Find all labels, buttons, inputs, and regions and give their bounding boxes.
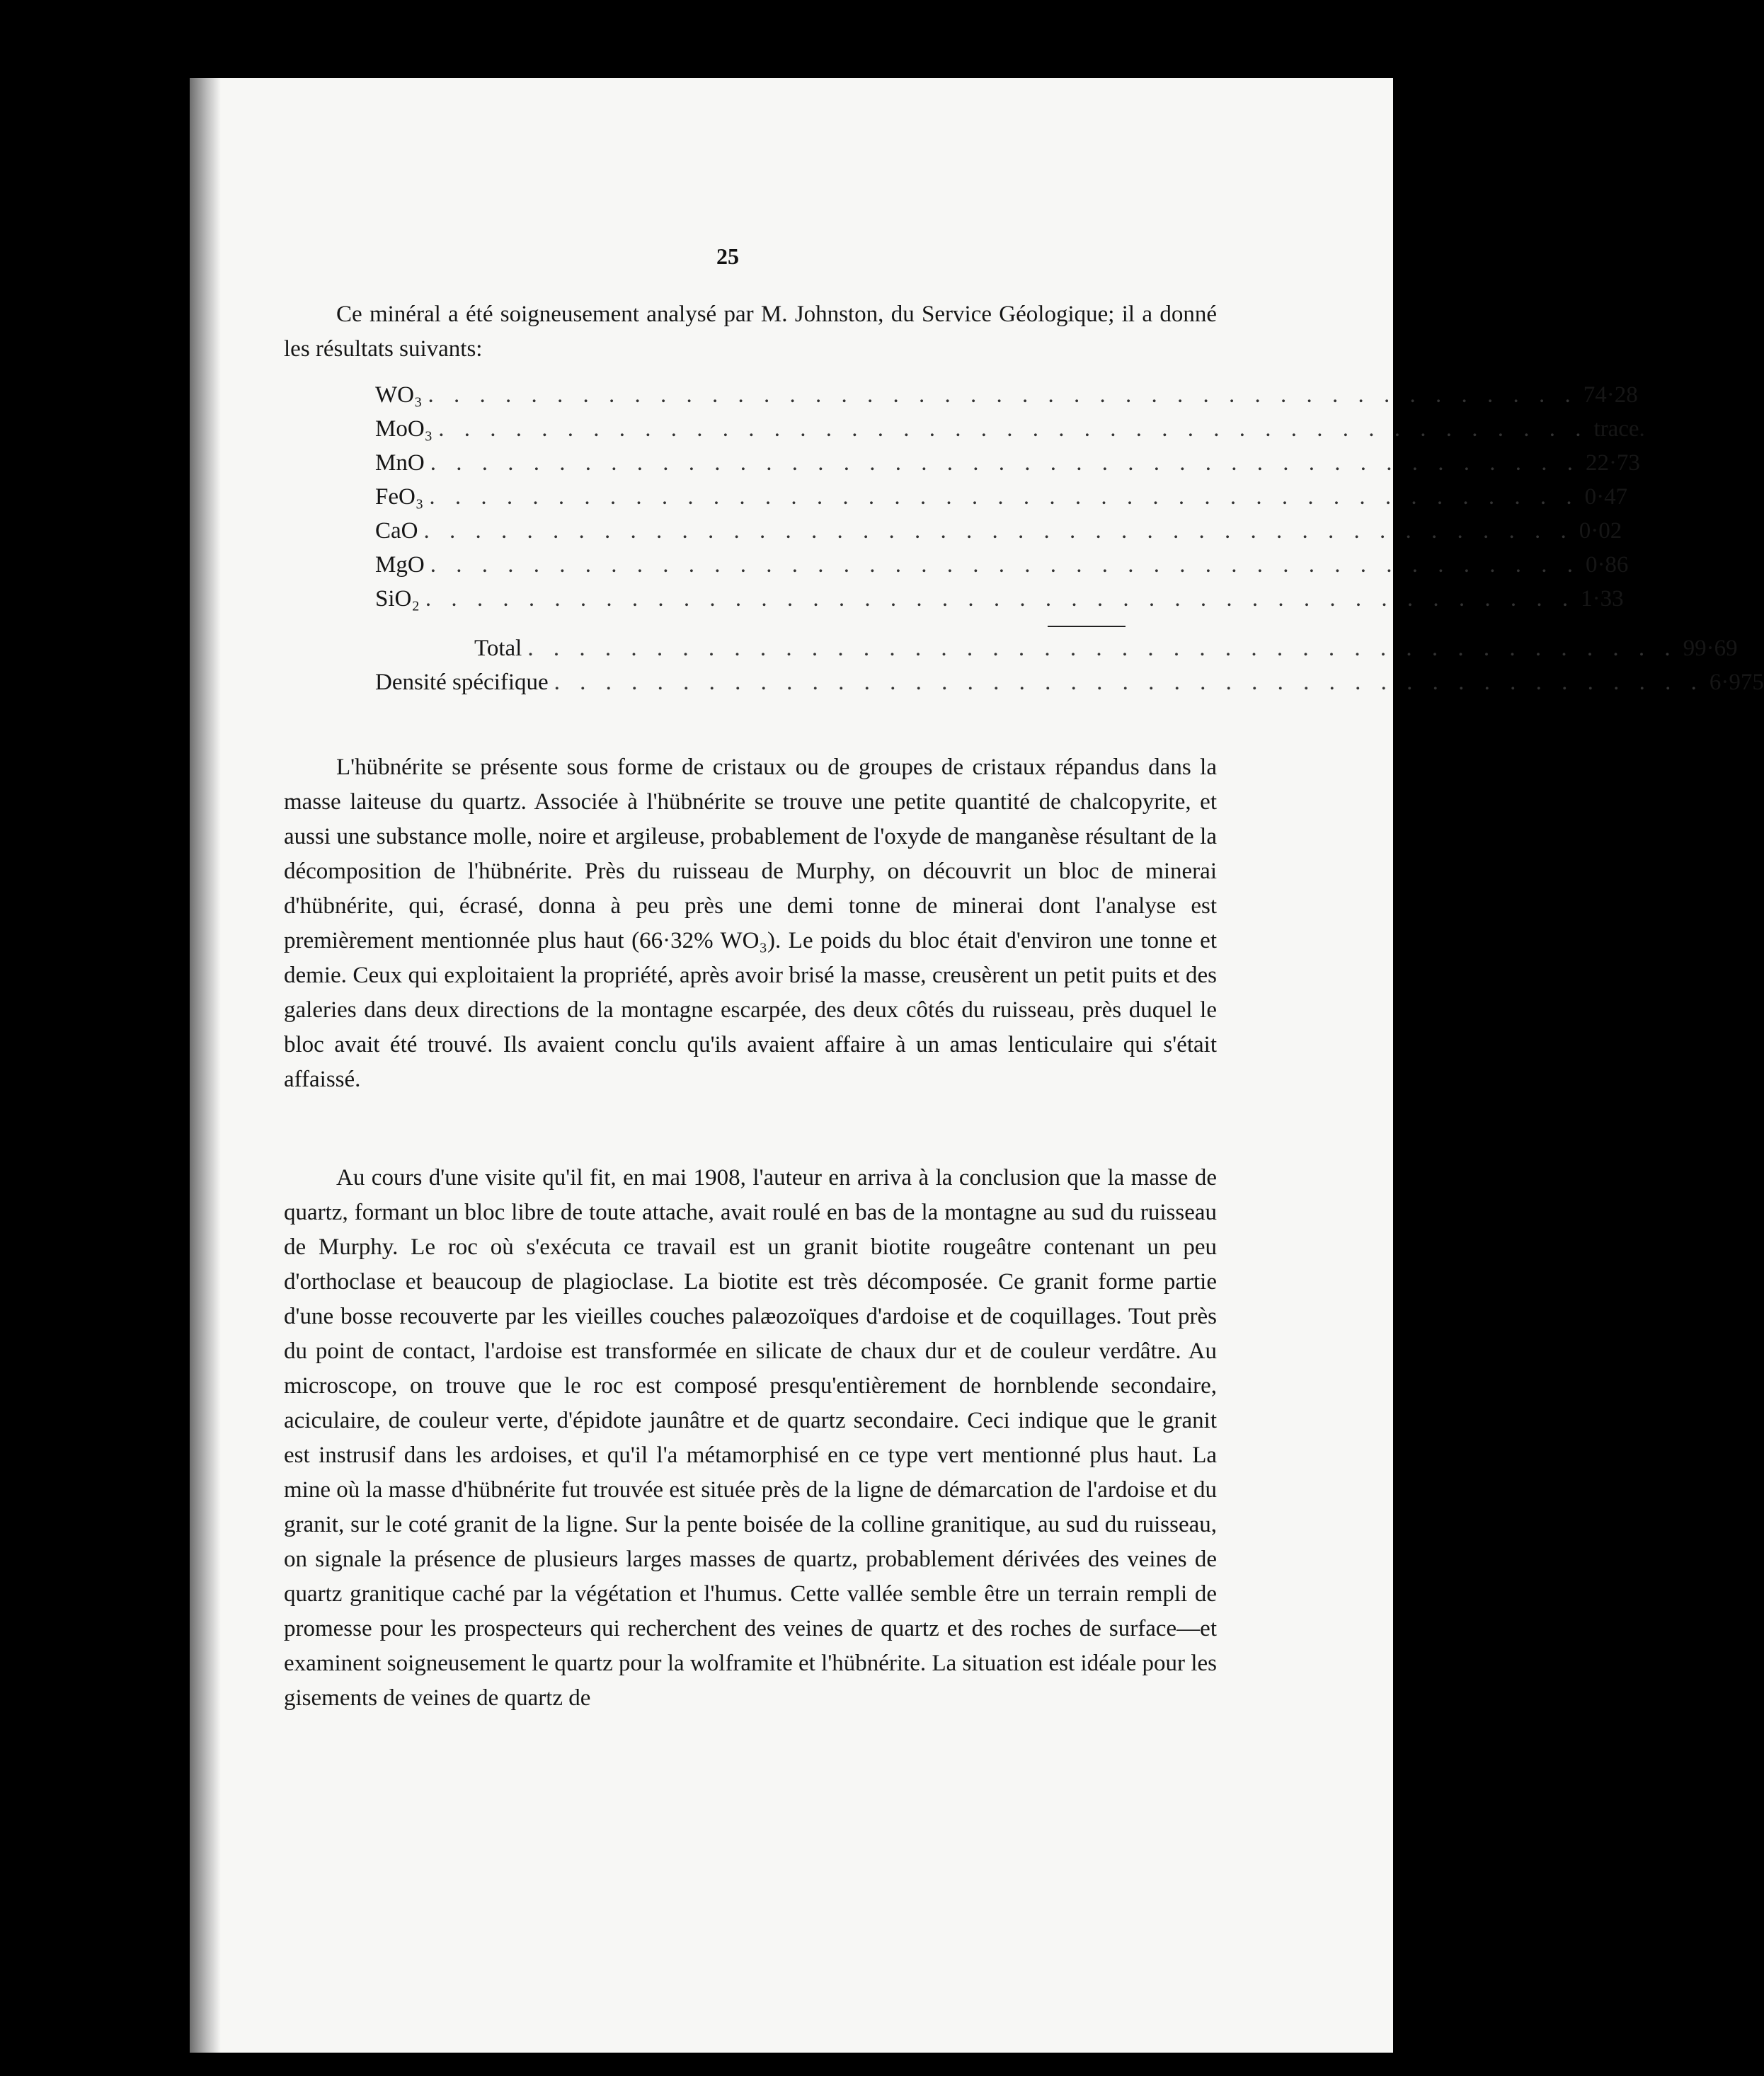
compound-label: MnO xyxy=(375,450,425,476)
total-label: Total xyxy=(474,636,522,661)
leader-dots: . . . . . . . . . . . . . . . . . . . . . . . . . . . . . . . . . . . . . . . . . . . . . xyxy=(438,416,1588,442)
analysis-row xyxy=(375,518,1622,552)
compound-label: MgO xyxy=(375,552,425,578)
compound-value: trace. xyxy=(1593,416,1645,442)
analysis-row xyxy=(375,552,1629,586)
hubnerite-paragraph: L'hübnérite se présente sous forme de cristaux ou de groupes de cristaux répandus dans la masse laiteuse du quartz. Associée à l'hübnérite se trouve une petite quantité de chalcopyrite, et aussi une substance molle, noire et argileuse, probablement de l'oxyde de manganèse résultant de la décomposition de l'hübnérite. Près du ruisseau de Murphy, on découvrit un bloc de minerai d'hübnérite, qui, écrasé, donna à peu près une demi tonne de minerai dont l'analyse est premièrement mentionnée plus haut (66·32% WO₃). Le poids du bloc était d'environ une tonne et demie. Ceux qui exploitaient la propriété, après avoir brisé la masse, creusèrent un petit puits et des galeries dans deux directions de la montagne escarpée, des deux côtés du ruisseau, près duquel le bloc avait été trouvé. Ils avaient conclu qu'ils avaient affaire à un amas lenticulaire qui s'était affaissé. xyxy=(284,755,1217,1092)
total-value: 99·69 xyxy=(1683,636,1738,661)
analysis-row xyxy=(375,382,1638,416)
sum-rule xyxy=(1048,626,1126,627)
density-label: Densité spécifique xyxy=(375,670,549,695)
leader-dots: . . . . . . . . . . . . . . . . . . . . . . . . . . . . . . . . . . . . . . . . . . . . . xyxy=(527,636,1678,661)
compound-value: 74·28 xyxy=(1583,382,1638,408)
analysis-row xyxy=(375,484,1628,518)
compound-label: FeO₃ xyxy=(375,484,424,510)
compound-value: 1·33 xyxy=(1581,586,1624,612)
compound-value: 0·02 xyxy=(1579,518,1622,544)
analysis-row xyxy=(375,416,1645,450)
analysis-table xyxy=(375,382,1764,704)
compound-value: 0·47 xyxy=(1584,484,1628,510)
visit-paragraph: Au cours d'une visite qu'il fit, en mai 1908, l'auteur en arriva à la conclusion que la masse de quartz, formant un bloc libre de toute attache, avait roulé en bas de la montagne au sud du ruisseau de Murphy. Le roc où s'exécuta ce travail est un granit biotite rougeâtre contenant un peu d'orthoclase et beaucoup de plagioclase. La biotite est très décomposée. Ce granit forme partie d'une bosse recouverte par les vieilles couches palæozoïques d'ardoise et de coquillages. Tout près du point de contact, l'ardoise est transformée en silicate de chaux dur et de couleur verdâtre. Au microscope, on trouve que le roc est composé presqu'entièrement de hornblende secondaire, aciculaire, de couleur verte, d'épidote jaunâtre et de quartz secondaire. Ceci indique que le granit est instrusif dans les ardoises, et qu'il l'a métamorphisé en ce type vert mentionné plus haut. La mine où la masse d'hübnérite fut trouvée est située près de la ligne de démarcation de l'ardoise et du granit, sur le coté granit de la ligne. Sur la pente boisée de la colline granitique, au sud du ruisseau, on signale la présence de plusieurs larges masses de quartz, probablement dérivées des veines de quartz granitique caché par la végétation et l'humus. Cette vallée semble être un terrain rempli de promesse pour les prospecteurs qui recherchent des veines de quartz et des roches de surface—et examinent soigneusement le quartz pour la wolframite et l'hübnérite. La situation est idéale pour les gisements de veines de quartz de xyxy=(284,1165,1217,1711)
leader-dots: . . . . . . . . . . . . . . . . . . . . . . . . . . . . . . . . . . . . . . . . . . . . . xyxy=(429,484,1579,510)
total-row xyxy=(375,636,1738,670)
analysis-row xyxy=(375,586,1624,620)
compound-value: 0·86 xyxy=(1585,552,1629,578)
leader-dots: . . . . . . . . . . . . . . . . . . . . . . . . . . . . . . . . . . . . . . . . . . . . . xyxy=(430,552,1580,578)
density-value: 6·975 xyxy=(1709,670,1764,695)
leader-dots: . . . . . . . . . . . . . . . . . . . . . . . . . . . . . . . . . . . . . . . . . . . . . xyxy=(554,670,1704,695)
compound-value: 22·73 xyxy=(1585,450,1640,476)
page-number: 25 xyxy=(716,243,739,269)
page-binding-shadow xyxy=(190,78,221,2053)
analysis-row xyxy=(375,450,1640,484)
compound-label: WO₃ xyxy=(375,382,423,408)
leader-dots: . . . . . . . . . . . . . . . . . . . . . . . . . . . . . . . . . . . . . . . . . . . . . xyxy=(423,518,1574,544)
compound-label: CaO xyxy=(375,518,418,544)
leader-dots: . . . . . . . . . . . . . . . . . . . . . . . . . . . . . . . . . . . . . . . . . . . . . xyxy=(425,586,1576,612)
leader-dots: . . . . . . . . . . . . . . . . . . . . . . . . . . . . . . . . . . . . . . . . . . . . . xyxy=(430,450,1580,476)
sum-rule-row xyxy=(375,620,1126,636)
leader-dots: . . . . . . . . . . . . . . . . . . . . . . . . . . . . . . . . . . . . . . . . . . . . . xyxy=(428,382,1578,408)
intro-paragraph: Ce minéral a été soigneusement analysé par M. Johnston, du Service Géologique; il a donné les résultats suivants: xyxy=(284,302,1217,362)
compound-label: SiO₂ xyxy=(375,586,420,612)
compound-label: MoO₃ xyxy=(375,416,433,442)
density-row xyxy=(375,670,1764,704)
